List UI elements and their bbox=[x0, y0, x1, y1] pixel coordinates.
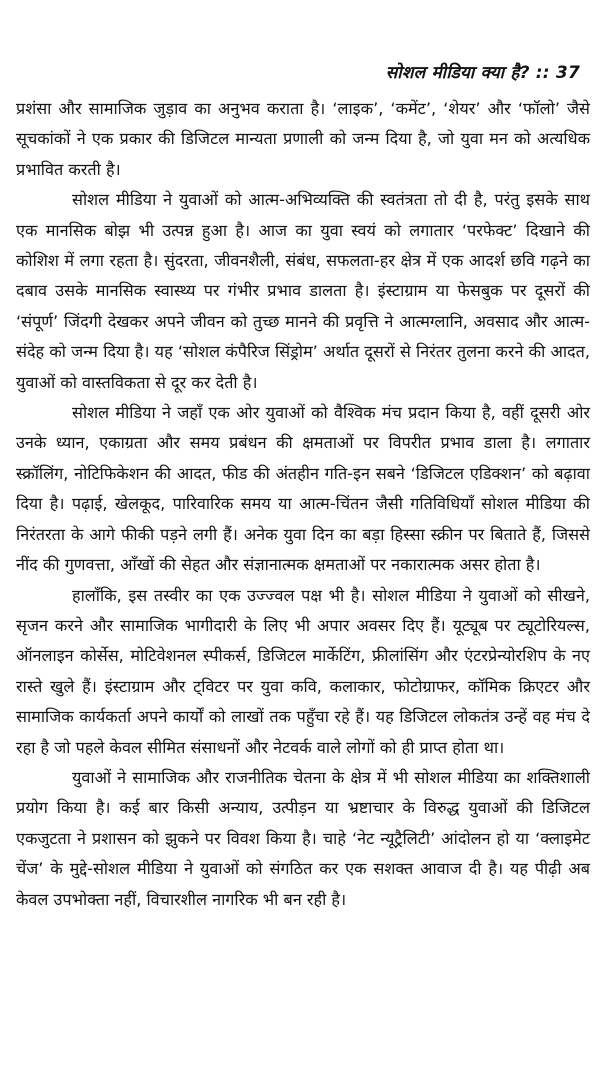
paragraph-5: युवाओं ने सामाजिक और राजनीतिक चेतना के क्षेत्र में भी सोशल मीडिया का शक्तिशाली प्रयोग किया है। कई बार किसी अन्याय, उत्पीड़न या भ्रष्टाचार के विरुद्ध युवाओं की डिजिटल एकजुटता ने प्रशासन को झुकने पर विवश किया है। चाहे ‘नेट न्यूट्रैलिटी’ आंदोलन हो या ‘क्लाइमेट चेंज’ के मुद्दे-सोशल मीडिया ने युवाओं को संगठित कर एक सशक्त आवाज दी है। यह पीढ़ी अब केवल उपभोक्ता नहीं, विचारशील नागरिक भी बन रही है। bbox=[16, 767, 590, 909]
paragraph-2: सोशल मीडिया ने युवाओं को आत्म-अभिव्यक्ति की स्वतंत्रता तो दी है, परंतु इसके साथ एक मानसिक बोझ भी उत्पन्न हुआ है। आज का युवा स्वयं को लगातार ‘परफेक्ट’ दिखाने की कोशिश में लगा रहता है। सुंदरता, जीवनशैली, संबंध, सफलता-हर क्षेत्र में एक आदर्श छवि गढ़ने का दबाव उसके मानसिक स्वास्थ्य पर गंभीर प्रभाव डालता है। इंस्टाग्राम या फेसबुक पर दूसरों की ‘संपूर्ण’ जिंदगी देखकर अपने जीवन को तुच्छ मानने की प्रवृत्ति ने आत्मग्लानि, अवसाद और आत्म-संदेह को जन्म दिया है। यह ‘सोशल कंपैरिज सिंड्रोम’ अर्थात दूसरों से निरंतर तुलना करने की आदत, युवाओं को वास्तविकता से दूर कर देती है। bbox=[16, 190, 590, 392]
running-header: सोशल मीडिया क्या है? :: 37 bbox=[385, 63, 580, 83]
paragraph-4: हालाँकि, इस तस्वीर का एक उज्ज्वल पक्ष भी है। सोशल मीडिया ने युवाओं को सीखने, सृजन करने और सामाजिक भागीदारी के लिए भी अपार अवसर दिए हैं। यूट्यूब पर ट्यूटोरियल्स, ऑनलाइन कोर्सेस, मोटिवेशनल स्पीकर्स, डिजिटल मार्केटिंग, फ्रीलांसिंग और एंटरप्रेन्योरशिप के नए रास्ते खुले हैं। इंस्टाग्राम और ट्विटर पर युवा कवि, कलाकार, फोटोग्राफर, कॉमिक क्रिएटर और सामाजिक कार्यकर्ता अपने कार्यों को लाखों तक पहुँचा रहे हैं। यह डिजिटल लोकतंत्र उन्हें वह मंच दे रहा है जो पहले केवल सीमित संसाधनों और नेटवर्क वाले लोगों को ही प्राप्त होता था। bbox=[16, 585, 590, 757]
paragraph-3: सोशल मीडिया ने जहाँ एक ओर युवाओं को वैश्विक मंच प्रदान किया है, वहीं दूसरी ओर उनके ध्यान, एकाग्रता और समय प्रबंधन की क्षमताओं पर विपरीत प्रभाव डाला है। लगातार स्क्रॉलिंग, नोटिफिकेशन की आदत, फीड की अंतहीन गति-इन सबने ‘डिजिटल एडिक्शन’ को बढ़ावा दिया है। पढ़ाई, खेलकूद, पारिवारिक समय या आत्म-चिंतन जैसी गतिविधियाँ सोशल मीडिया की निरंतरता के आगे फीकी पड़ने लगी हैं। अनेक युवा दिन का बड़ा हिस्सा स्क्रीन पर बिताते हैं, जिससे नींद की गुणवत्ता, आँखों की सेहत और संज्ञानात्मक क्षमताओं पर नकारात्मक असर होता है। bbox=[16, 403, 590, 575]
paragraph-1: प्रशंसा और सामाजिक जुड़ाव का अनुभव कराता है। ‘लाइक’, ‘कमेंट’, ‘शेयर’ और ‘फॉलो’ जैसे सूचकांकों ने एक प्रकार की डिजिटल मान्यता प्रणाली को जन्म दिया है, जो युवा मन को अत्यधिक प्रभावित करती है। bbox=[16, 99, 590, 179]
body-text bbox=[16, 94, 590, 915]
